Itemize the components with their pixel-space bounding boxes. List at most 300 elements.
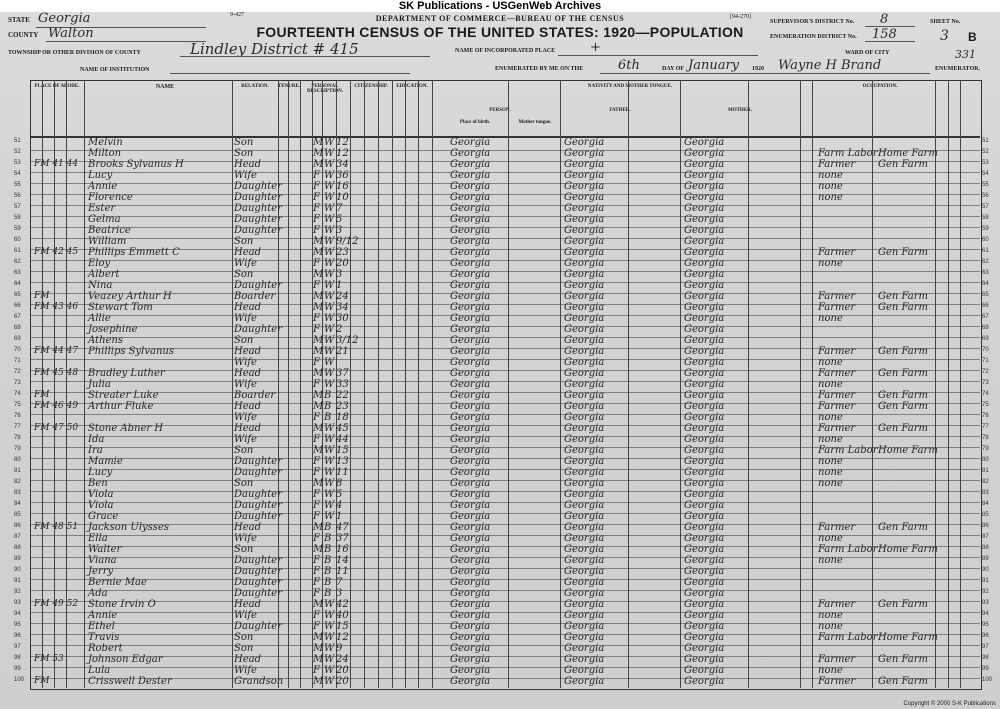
age-cell: 14 [336,555,349,566]
sex-cell: M [313,247,324,258]
sex-cell: F [313,467,320,478]
birthplace-cell: Georgia [450,258,491,269]
race-cell: W [324,346,335,357]
birthplace-cell: Georgia [450,621,491,632]
line-number-right: 64 [982,281,989,287]
age-cell: 2 [336,324,343,335]
sex-cell: M [313,269,324,280]
race-cell: W [324,368,335,379]
relation-cell: Head [234,654,262,665]
line-number-right: 52 [982,149,989,155]
sex-cell: M [313,335,324,346]
sex-cell: M [313,643,324,654]
line-number: 61 [14,248,21,254]
mother-birthplace-cell: Georgia [684,577,725,588]
father-birthplace-cell: Georgia [564,643,605,654]
occupation-cell: none [818,456,843,467]
relation-cell: Head [234,368,262,379]
family-cell: FM 45 48 [34,368,79,378]
age-cell: 37 [336,368,349,379]
father-birthplace-cell: Georgia [564,269,605,280]
industry-cell: Home Farm [878,445,938,456]
line-number: 66 [14,303,21,309]
sex-cell: M [313,423,324,434]
age-cell: 12 [336,148,349,159]
mother-birthplace-cell: Georgia [684,203,725,214]
mother-birthplace-cell: Georgia [684,181,725,192]
father-birthplace-cell: Georgia [564,599,605,610]
line-number: 79 [14,446,21,452]
line-number-right: 81 [982,468,989,474]
mother-birthplace-cell: Georgia [684,247,725,258]
name-cell: Phillips Sylvanus [88,346,174,357]
name-cell: Lucy [88,467,113,478]
enum-year: 1920 [752,66,764,72]
sex-cell: M [313,390,324,401]
relation-cell: Daughter [234,225,282,236]
mother-birthplace-cell: Georgia [684,544,725,555]
sex-cell: F [313,412,320,423]
name-cell: Viola [88,489,114,500]
line-number-right: 97 [982,644,989,650]
line-number-right: 94 [982,611,989,617]
line-number: 53 [14,160,21,166]
line-number-right: 84 [982,501,989,507]
age-cell: 9/12 [336,236,359,247]
line-number-right: 73 [982,380,989,386]
sex-cell: M [313,148,324,159]
father-birthplace-cell: Georgia [564,192,605,203]
sheet-side: B [968,30,977,44]
line-number-right: 83 [982,490,989,496]
sex-cell: M [313,302,324,313]
incorporated-place-value: + [590,40,601,55]
race-cell: B [324,533,332,544]
township-value: Lindley District # 415 [190,40,359,58]
line-number-right: 70 [982,347,989,353]
industry-cell: Gen Farm [878,654,929,665]
occupation-cell: Farmer [818,368,856,379]
line-number: 64 [14,281,21,287]
line-number: 81 [14,468,21,474]
col-personal: PERSONAL DESCRIPTION. [307,84,343,94]
relation-cell: Wife [234,665,257,676]
line-number: 54 [14,171,21,177]
race-cell: W [324,456,335,467]
industry-cell: Home Farm [878,632,938,643]
father-birthplace-cell: Georgia [564,357,605,368]
race-cell: B [324,522,332,533]
age-cell: 30 [336,313,349,324]
sex-cell: F [313,621,320,632]
name-cell: Athens [88,335,123,346]
sex-cell: F [313,434,320,445]
col-nativity: NATIVITY AND MOTHER TONGUE. [587,84,673,89]
line-number-right: 58 [982,215,989,221]
line-number-right: 72 [982,369,989,375]
sex-cell: F [313,181,320,192]
line-number-right: 69 [982,336,989,342]
enum-month: January [688,58,740,73]
relation-cell: Wife [234,170,257,181]
age-cell: 34 [336,159,349,170]
occupation-cell: none [818,610,843,621]
mother-birthplace-cell: Georgia [684,368,725,379]
name-cell: Josephine [88,324,138,335]
birthplace-cell: Georgia [450,588,491,599]
age-cell: 33 [336,379,349,390]
name-cell: Lucy [88,170,113,181]
relation-cell: Daughter [234,577,282,588]
mother-birthplace-cell: Georgia [684,456,725,467]
sex-cell: F [313,324,320,335]
mother-birthplace-cell: Georgia [684,137,725,148]
father-birthplace-cell: Georgia [564,577,605,588]
line-number-right: 56 [982,193,989,199]
name-cell: Walter [88,544,122,555]
line-number: 56 [14,193,21,199]
relation-cell: Head [234,522,262,533]
name-cell: Streater Luke [88,390,159,401]
family-cell: FM 49 52 [34,599,79,609]
race-cell: W [324,291,335,302]
birthplace-cell: Georgia [450,170,491,181]
line-number: 72 [14,369,21,375]
race-cell: B [324,566,332,577]
line-number-right: 90 [982,567,989,573]
line-number-right: 51 [982,138,989,144]
relation-cell: Son [234,544,254,555]
institution-label: NAME OF INSTITUTION [80,67,150,73]
line-number-right: 60 [982,237,989,243]
enumerator-name: Wayne H Brand [778,58,882,73]
occupation-cell: none [818,434,843,445]
line-number-right: 100 [982,677,993,683]
relation-cell: Wife [234,434,257,445]
name-cell: Annie [88,610,118,621]
relation-cell: Head [234,599,262,610]
line-number: 93 [14,600,21,606]
name-cell: Milton [88,148,122,159]
occupation-cell: none [818,478,843,489]
father-birthplace-cell: Georgia [564,214,605,225]
father-birthplace-cell: Georgia [564,665,605,676]
enum-district-label: ENUMERATION DISTRICT No. [770,34,857,40]
mother-birthplace-cell: Georgia [684,401,725,412]
birthplace-cell: Georgia [450,632,491,643]
line-number: 78 [14,435,21,441]
mother-birthplace-cell: Georgia [684,159,725,170]
birthplace-cell: Georgia [450,577,491,588]
race-cell: W [324,335,335,346]
occupation-cell: Farm Labor [818,148,878,159]
age-cell: 3 [336,225,343,236]
occupation-cell: Farmer [818,247,856,258]
race-cell: W [324,159,335,170]
industry-cell: Gen Farm [878,159,929,170]
father-birthplace-cell: Georgia [564,610,605,621]
name-cell: Stone Irvin O [88,599,156,610]
mother-birthplace-cell: Georgia [684,555,725,566]
mother-birthplace-cell: Georgia [684,280,725,291]
relation-cell: Wife [234,533,257,544]
race-cell: W [324,632,335,643]
race-cell: W [324,192,335,203]
birthplace-cell: Georgia [450,478,491,489]
sex-cell: F [313,665,320,676]
county-label: COUNTY [8,31,39,39]
mother-birthplace-cell: Georgia [684,390,725,401]
line-number: 51 [14,138,21,144]
industry-cell: Gen Farm [878,522,929,533]
race-cell: W [324,500,335,511]
age-cell: 1 [336,280,343,291]
relation-cell: Daughter [234,588,282,599]
name-cell: Stewart Tom [88,302,153,313]
industry-cell: Gen Farm [878,401,929,412]
father-birthplace-cell: Georgia [564,621,605,632]
sex-cell: F [313,533,320,544]
sex-cell: M [313,291,324,302]
sex-cell: F [313,225,320,236]
industry-cell: Gen Farm [878,676,929,687]
line-number-right: 59 [982,226,989,232]
sex-cell: F [313,489,320,500]
relation-cell: Daughter [234,621,282,632]
line-number: 71 [14,358,21,364]
supervisor-value: 8 [880,12,889,27]
line-number-right: 98 [982,655,989,661]
occupation-cell: Farmer [818,599,856,610]
mother-birthplace-cell: Georgia [684,566,725,577]
father-birthplace-cell: Georgia [564,170,605,181]
birthplace-cell: Georgia [450,236,491,247]
mother-birthplace-cell: Georgia [684,302,725,313]
father-birthplace-cell: Georgia [564,654,605,665]
name-cell: Florence [88,192,133,203]
family-cell: FM 48 51 [34,522,79,532]
line-number: 91 [14,578,21,584]
line-number: 83 [14,490,21,496]
age-cell: 16 [336,544,349,555]
line-number-right: 66 [982,303,989,309]
sex-cell: M [313,346,324,357]
line-number: 98 [14,655,21,661]
mother-birthplace-cell: Georgia [684,434,725,445]
relation-cell: Daughter [234,500,282,511]
form-number-left: 9-427 [230,12,244,18]
birthplace-cell: Georgia [450,511,491,522]
race-cell: W [324,511,335,522]
incorporated-line [558,55,758,56]
family-cell: FM 42 45 [34,247,79,257]
census-title: FOURTEENTH CENSUS OF THE UNITED STATES: 1920—POPULATION [256,24,744,40]
mother-birthplace-cell: Georgia [684,258,725,269]
name-cell: Ada [88,588,108,599]
age-cell: 12 [336,632,349,643]
relation-cell: Boarder [234,390,276,401]
father-birthplace-cell: Georgia [564,632,605,643]
age-cell: 4 [336,500,343,511]
line-number: 94 [14,611,21,617]
age-cell: 23 [336,247,349,258]
relation-cell: Head [234,302,262,313]
birthplace-cell: Georgia [450,610,491,621]
col-person-tongue: Mother tongue. [518,120,552,125]
occupation-cell: none [818,555,843,566]
age-cell: 8 [336,478,343,489]
birthplace-cell: Georgia [450,335,491,346]
industry-cell: Gen Farm [878,302,929,313]
sex-cell: F [313,214,320,225]
line-number-right: 74 [982,391,989,397]
line-number: 88 [14,545,21,551]
father-birthplace-cell: Georgia [564,137,605,148]
industry-cell: Gen Farm [878,390,929,401]
line-number: 96 [14,633,21,639]
birthplace-cell: Georgia [450,390,491,401]
line-number: 63 [14,270,21,276]
age-cell: 23 [336,401,349,412]
race-cell: W [324,676,335,687]
occupation-cell: Farmer [818,401,856,412]
col-citizenship: CITIZENSHIP. [354,84,388,89]
birthplace-cell: Georgia [450,247,491,258]
occupation-cell: none [818,379,843,390]
col-father: FATHER. [609,108,631,113]
age-cell: 47 [336,522,349,533]
line-number: 92 [14,589,21,595]
race-cell: W [324,467,335,478]
relation-cell: Son [234,269,254,280]
age-cell: 1 [336,511,343,522]
relation-cell: Daughter [234,324,282,335]
relation-cell: Daughter [234,489,282,500]
line-number-right: 91 [982,578,989,584]
mother-birthplace-cell: Georgia [684,478,725,489]
age-cell: 18 [336,412,349,423]
name-cell: Ester [88,203,116,214]
line-number: 70 [14,347,21,353]
line-number-right: 53 [982,160,989,166]
line-number: 59 [14,226,21,232]
birthplace-cell: Georgia [450,159,491,170]
birthplace-cell: Georgia [450,533,491,544]
relation-cell: Daughter [234,566,282,577]
line-number: 69 [14,336,21,342]
line-number-right: 78 [982,435,989,441]
race-cell: W [324,445,335,456]
relation-cell: Daughter [234,280,282,291]
sex-cell: F [313,566,320,577]
line-number-right: 79 [982,446,989,452]
birthplace-cell: Georgia [450,522,491,533]
sex-cell: F [313,170,320,181]
mother-birthplace-cell: Georgia [684,676,725,687]
sex-cell: M [313,368,324,379]
age-cell: 22 [336,390,349,401]
line-number: 100 [14,677,25,683]
name-cell: Ben [88,478,108,489]
birthplace-cell: Georgia [450,269,491,280]
name-cell: Robert [88,643,123,654]
sex-cell: M [313,401,324,412]
age-cell: 37 [336,533,349,544]
mother-birthplace-cell: Georgia [684,621,725,632]
name-cell: Phillips Emmett C [88,247,180,258]
line-number: 85 [14,512,21,518]
col-person-pob: Place of birth. [459,120,491,125]
race-cell: W [324,236,335,247]
birthplace-cell: Georgia [450,489,491,500]
line-number: 60 [14,237,21,243]
name-cell: Gelma [88,214,121,225]
birthplace-cell: Georgia [450,368,491,379]
col-relation: RELATION. [241,84,269,89]
sex-cell: F [313,555,320,566]
ward-label: WARD OF CITY [845,50,890,56]
relation-cell: Head [234,401,262,412]
name-cell: Viola [88,500,114,511]
relation-cell: Son [234,148,254,159]
father-birthplace-cell: Georgia [564,258,605,269]
race-cell: W [324,247,335,258]
age-cell: 44 [336,434,349,445]
name-cell: Annie [88,181,118,192]
father-birthplace-cell: Georgia [564,324,605,335]
race-cell: B [324,588,332,599]
father-birthplace-cell: Georgia [564,676,605,687]
line-number: 76 [14,413,21,419]
line-number-right: 89 [982,556,989,562]
father-birthplace-cell: Georgia [564,368,605,379]
name-cell: Jackson Ulysses [88,522,169,533]
family-cell: FM [34,291,50,301]
family-cell: FM 41 44 [34,159,79,169]
race-cell: W [324,643,335,654]
age-cell: 7 [336,203,343,214]
mother-birthplace-cell: Georgia [684,654,725,665]
enum-district-value: 158 [872,27,897,42]
age-cell: 15 [336,621,349,632]
corner-number: 331 [955,48,976,61]
institution-line [170,73,410,74]
race-cell: B [324,577,332,588]
relation-cell: Head [234,346,262,357]
name-cell: Stone Abner H [88,423,164,434]
relation-cell: Daughter [234,214,282,225]
line-number-right: 63 [982,270,989,276]
father-birthplace-cell: Georgia [564,390,605,401]
relation-cell: Wife [234,412,257,423]
race-cell: W [324,280,335,291]
incorporated-place-label: NAME OF INCORPORATED PLACE [455,48,556,54]
race-cell: W [324,434,335,445]
mother-birthplace-cell: Georgia [684,489,725,500]
occupation-cell: none [818,181,843,192]
line-number: 73 [14,380,21,386]
occupation-cell: none [818,357,843,368]
sex-cell: F [313,280,320,291]
relation-cell: Daughter [234,456,282,467]
father-birthplace-cell: Georgia [564,445,605,456]
race-cell: B [324,555,332,566]
occupation-cell: none [818,170,843,181]
father-birthplace-cell: Georgia [564,500,605,511]
enumerated-line [600,73,930,74]
race-cell: W [324,170,335,181]
industry-cell: Gen Farm [878,599,929,610]
